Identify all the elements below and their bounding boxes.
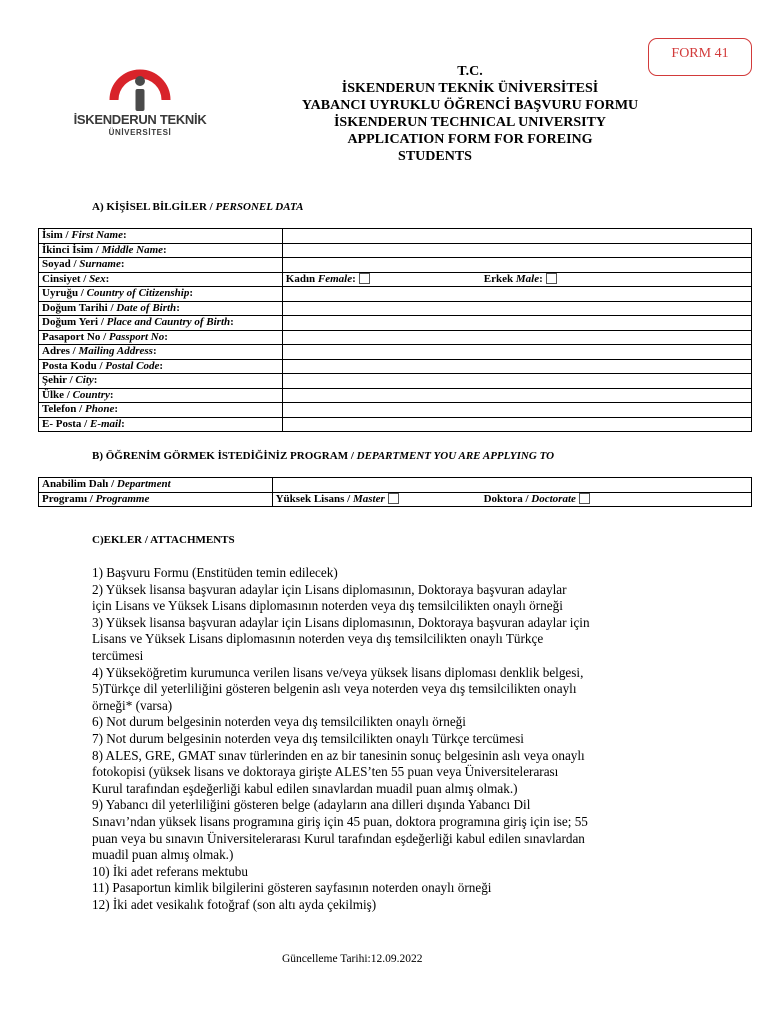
title-line-students: STUDENTS bbox=[398, 149, 472, 164]
logo-university-name: İSKENDERUN TEKNİK bbox=[73, 112, 207, 127]
master-option: Yüksek Lisans / Master bbox=[276, 493, 484, 506]
field-label: Doğum Tarihi / Date of Birth: bbox=[39, 301, 283, 316]
table-row bbox=[39, 316, 752, 331]
section-b-heading-tr: B) ÖĞRENİM GÖRMEK İSTEDİĞİNİZ PROGRAM / bbox=[92, 450, 357, 462]
field-input[interactable] bbox=[282, 403, 751, 418]
attachment-line: fotokopisi (yüksek lisans ve doktoraya girişte ALES’ten 55 puan veya Üniversitelerarası bbox=[92, 764, 559, 780]
field-input[interactable] bbox=[282, 301, 751, 316]
table-row bbox=[39, 301, 752, 316]
section-c-heading: C)EKLER / ATTACHMENTS bbox=[92, 534, 235, 546]
section-a-heading-en: PERSONEL DATA bbox=[215, 201, 304, 213]
table-row bbox=[39, 272, 752, 287]
field-label: İkinci İsim / Middle Name: bbox=[39, 243, 283, 258]
field-input[interactable] bbox=[282, 345, 751, 360]
update-date: Güncelleme Tarihi:12.09.2022 bbox=[282, 953, 423, 965]
attachment-line: 3) Yüksek lisansa başvuran adaylar için Lisans diplomasının, Doktoraya başvuran adaylar için bbox=[92, 614, 590, 630]
title-line-form-en: APPLICATION FORM FOR FOREING bbox=[347, 132, 593, 147]
table-row bbox=[39, 492, 752, 507]
field-label: Şehir / City: bbox=[39, 374, 283, 389]
form-title bbox=[270, 63, 670, 165]
field-label: Cinsiyet / Sex: bbox=[39, 272, 283, 287]
table-row bbox=[39, 478, 752, 493]
table-row bbox=[39, 243, 752, 258]
attachment-line: tercümesi bbox=[92, 647, 144, 663]
logo-figure-body bbox=[136, 89, 145, 111]
table-row bbox=[39, 229, 752, 244]
female-option: Kadın Female: bbox=[286, 273, 484, 286]
doctorate-checkbox[interactable] bbox=[579, 493, 590, 504]
field-input[interactable] bbox=[282, 258, 751, 273]
field-label: Posta Kodu / Postal Code: bbox=[39, 359, 283, 374]
male-checkbox[interactable] bbox=[546, 273, 557, 284]
title-line-university-tr: İSKENDERUN TEKNİK ÜNİVERSİTESİ bbox=[341, 81, 599, 96]
field-label: Telefon / Phone: bbox=[39, 403, 283, 418]
table-row bbox=[39, 345, 752, 360]
attachment-line: 4) Yükseköğretim kurumunca verilen lisans ve/veya yüksek lisans diploması denklik belgesi, bbox=[92, 664, 584, 680]
section-b-heading bbox=[92, 450, 554, 462]
attachment-line: 2) Yüksek lisansa başvuran adaylar için Lisans diplomasının, Doktoraya başvuran adaylar bbox=[92, 581, 567, 597]
table-row bbox=[39, 403, 752, 418]
attachment-line: Lisans ve Yüksek Lisans diplomasının noterden veya dış temsilcilikten onaylı Türkçe bbox=[92, 631, 544, 647]
field-input[interactable] bbox=[282, 243, 751, 258]
field-label: Soyad / Surname: bbox=[39, 258, 283, 273]
program-table bbox=[38, 477, 752, 507]
attachments-list bbox=[92, 565, 692, 913]
attachment-line: 1) Başvuru Formu (Enstitüden temin edilecek) bbox=[92, 565, 338, 580]
attachment-line: örneği* (varsa) bbox=[92, 697, 173, 713]
attachment-line: Kurul tarafından eşdeğerliği kabul edilen sınavlardan muadil puan almış olmak.) bbox=[92, 780, 518, 796]
logo-university-subtitle: ÜNİVERSİTESİ bbox=[108, 128, 172, 137]
department-input[interactable] bbox=[272, 478, 751, 493]
field-input[interactable] bbox=[282, 374, 751, 389]
field-label: İsim / First Name: bbox=[39, 229, 283, 244]
attachment-line: 10) İki adet referans mektubu bbox=[92, 863, 248, 879]
form-number-badge: FORM 41 bbox=[648, 38, 752, 76]
attachment-line: için Lisans ve Yüksek Lisans diplomasının noterden veya dış temsilcilikten onaylı örneği bbox=[92, 598, 563, 614]
field-label: Ülke / Country: bbox=[39, 388, 283, 403]
attachment-line: 11) Pasaportun kimlik bilgilerini gösteren sayfasının noterden onaylı örneği bbox=[92, 880, 492, 896]
attachment-line: muadil puan almış olmak.) bbox=[92, 847, 234, 863]
field-input[interactable] bbox=[282, 287, 751, 302]
field-input[interactable] bbox=[282, 229, 751, 244]
master-checkbox[interactable] bbox=[388, 493, 399, 504]
attachment-line: 9) Yabancı dil yeterliliğini gösteren belge (adayların ana dilleri dışında Yabancı Dil bbox=[92, 797, 531, 813]
field-input[interactable] bbox=[282, 316, 751, 331]
table-row bbox=[39, 374, 752, 389]
table-row bbox=[39, 330, 752, 345]
table-row bbox=[39, 258, 752, 273]
title-line-tc: T.C. bbox=[457, 64, 483, 79]
attachment-line: 8) ALES, GRE, GMAT sınav türlerinden en az bir tanesinin sonuç belgesinin aslı veya onaylı bbox=[92, 747, 585, 763]
field-label: Pasaport No / Passport No: bbox=[39, 330, 283, 345]
attachment-line: 6) Not durum belgesinin noterden veya dış temsilcilikten onaylı örneği bbox=[92, 714, 466, 730]
title-line-university-en: İSKENDERUN TECHNICAL UNIVERSITY bbox=[333, 115, 607, 130]
title-line-form-tr: YABANCI UYRUKLU ÖĞRENCİ BAŞVURU FORMU bbox=[301, 98, 639, 113]
attachment-line: puan veya bu sınavın Üniversitelerarası Kurul tarafından eşdeğerliği kabul edilen sınavlardan bbox=[92, 830, 585, 846]
attachment-line: 7) Not durum belgesinin noterden veya dış temsilcilikten onaylı Türkçe tercümesi bbox=[92, 730, 524, 746]
section-a-heading bbox=[92, 201, 303, 213]
section-b-heading-en: DEPARTMENT YOU ARE APPLYING TO bbox=[356, 450, 555, 462]
sex-options bbox=[282, 272, 751, 287]
table-row bbox=[39, 417, 752, 432]
female-checkbox[interactable] bbox=[359, 273, 370, 284]
field-input[interactable] bbox=[282, 388, 751, 403]
field-label: E- Posta / E-mail: bbox=[39, 417, 283, 432]
field-input[interactable] bbox=[282, 359, 751, 374]
programme-label: Programı / Programme bbox=[39, 492, 273, 507]
attachment-line: 12) İki adet vesikalık fotoğraf (son altı ayda çekilmiş) bbox=[92, 896, 377, 912]
logo-figure-head bbox=[135, 76, 145, 86]
male-option: Erkek Male: bbox=[484, 273, 557, 285]
field-label: Doğum Yeri / Place and Cauntry of Birth: bbox=[39, 316, 283, 331]
field-input[interactable] bbox=[282, 417, 751, 432]
section-a-heading-tr: A) KİŞİSEL BİLGİLER / bbox=[92, 201, 216, 213]
field-label: Adres / Mailing Address: bbox=[39, 345, 283, 360]
attachment-line: Sınavı’ndan yüksek lisans programına giriş için 45 puan, doktora programına giriş için ise; 55 bbox=[92, 813, 588, 829]
doctorate-option: Doktora / Doctorate bbox=[484, 493, 590, 505]
table-row bbox=[39, 359, 752, 374]
personal-data-table bbox=[38, 228, 752, 432]
attachment-line: 5)Türkçe dil yeterliliğini gösteren belgenin aslı veya noterden veya dış temsilcilikten onaylı bbox=[92, 681, 577, 697]
department-label: Anabilim Dalı / Department bbox=[39, 478, 273, 493]
field-label: Uyruğu / Country of Citizenship: bbox=[39, 287, 283, 302]
table-row bbox=[39, 287, 752, 302]
programme-options bbox=[272, 492, 751, 507]
field-input[interactable] bbox=[282, 330, 751, 345]
table-row bbox=[39, 388, 752, 403]
